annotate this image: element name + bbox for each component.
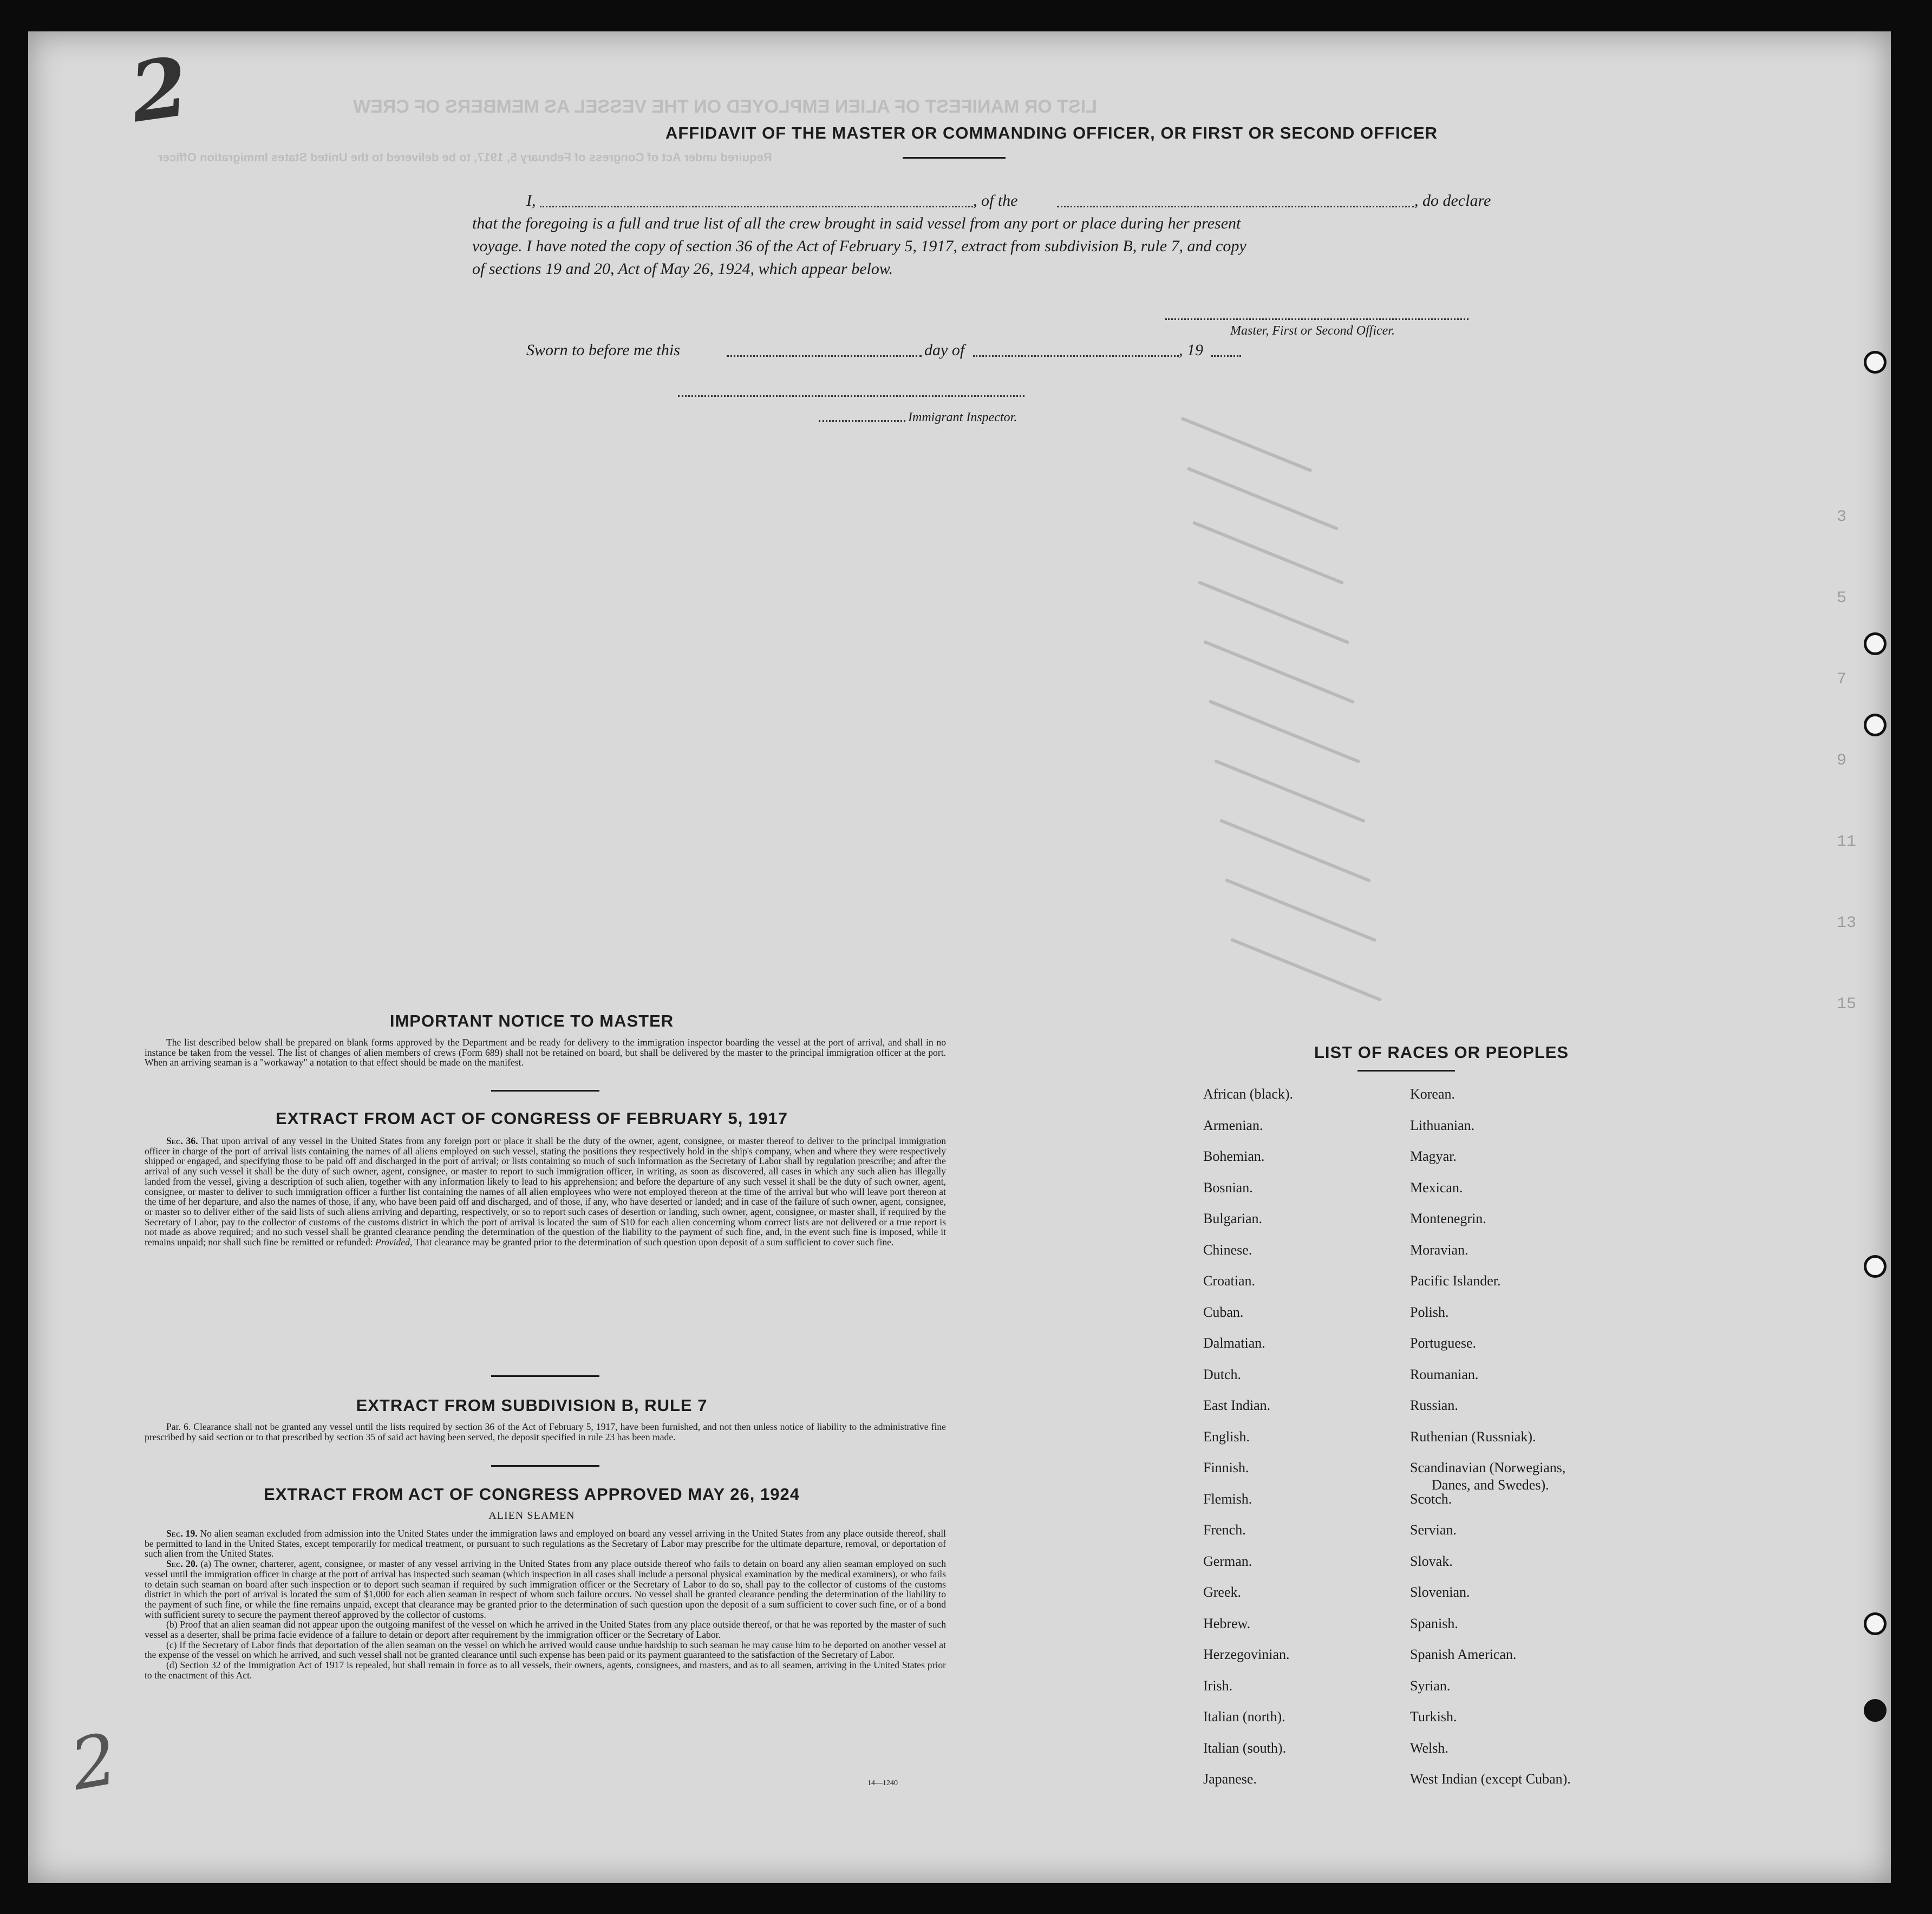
race-item: Magyar. — [1410, 1148, 1457, 1164]
race-item: Danes, and Swedes). — [1432, 1477, 1549, 1493]
sworn-text: Sworn to before me this — [526, 341, 680, 359]
race-item: Dutch. — [1203, 1366, 1242, 1382]
race-item: Spanish. — [1410, 1615, 1458, 1631]
race-item: Pacific Islander. — [1410, 1273, 1501, 1289]
race-item: Bulgarian. — [1203, 1211, 1263, 1226]
race-item: Scotch. — [1410, 1491, 1452, 1507]
extract-1924-text — [145, 1528, 946, 1681]
race-item: Korean. — [1410, 1086, 1455, 1102]
section-text: (d) Section 32 of the Immigration Act of 1917 is repealed, but shall remain in force as to all vessels, their owners, agents, consignees, and masters, and as to all seamen, arriving in the United States prior to the enactment of this Act. — [145, 1660, 946, 1681]
affidavit-text: , of the — [973, 192, 1018, 210]
extract-1924-title: EXTRACT FROM ACT OF CONGRESS APPROVED MAY 26, 1924 — [264, 1485, 800, 1504]
race-item: Irish. — [1203, 1677, 1233, 1694]
section-text: That upon arrival of any vessel in the United States from any foreign port or place it shall be the duty of the owner, agent, consignee, or master thereof to deliver to the principal immigration officer in charge of the port of arrival lists containing the names of all aliens employed on such vessel, stating the positions they respectively hold in the ship's company, when and where they were respectively shipped or engaged, and specifying those to be paid off and discharged in the port of arrival; or lists containing so much of such information as the Secretary of Labor shall by regulation prescribe; and after the arrival of any such vessel it shall be the duty of such owner, agent, consignee, or master to report to such immigration officer, in writing, as soon as discovered, all cases in which any such alien has illegally landed from the vessel, giving a description of such alien, together with any information likely to lead to his apprehension; and before the departure of any such vessel it shall be the duty of such owner, agent, consignee, or master to deliver to such immigration officer a further list containing the names of all alien employees who were not employed thereon at the time of the arrival but who will leave port thereon at the time of her departure, and also the names of those, if any, who have been paid off and discharged, and of those, if any, who have deserted or landed; and in case of the failure of such owner, agent, consignee, or master so to deliver either of the said lists of such aliens arriving and departing, respectively, or so to report such cases of desertion or landing, such owner, agent, consignee, or master shall, if required by the Secretary of Labor, pay to the collector of customs of the customs district in which the port of arrival is located the sum of $10 for each alien concerning whom correct lists are not delivered or a true report is not made as above required; and no such vessel shall be granted clearance pending the determination of the question of the liability to the payment of such fine, and, in the event such fine is imposed, while it remains unpaid; nor shall such fine be remitted or refunded: — [145, 1135, 946, 1248]
section-text: (b) Proof that an alien seaman did not appear upon the outgoing manifest of the vessel on which he arrived in the United States from any place outside thereof, or that he was reported by the master of such vessel as a deserter, shall be prima facie evidence of a failure to detain or deport after requirement by the immigration officer or the Secretary of Labor. — [145, 1619, 946, 1641]
race-item: Japanese. — [1203, 1771, 1257, 1787]
race-item: Syrian. — [1410, 1677, 1451, 1694]
extract-1917-text — [145, 1136, 946, 1247]
race-item: Spanish American. — [1410, 1647, 1517, 1662]
affidavit-line-4: of sections 19 and 20, Act of May 26, 1924, which appear below. — [472, 260, 893, 278]
handwritten-page-number: 2 — [125, 38, 194, 141]
notice-paragraph: The list described below shall be prepared on blank forms approved by the Department and be ready for delivery to the immigration inspector boarding the vessel at the port of arrival, and shall in no instance be taken from the vessel. The list of changes of alien members of crews (Form 689) shall not be retained on board, but shall be delivered by the master to the principal immigration officer at the port. When an arriving seaman is a "workaway" a notation to that effect should be made on the manifest. — [145, 1037, 946, 1068]
rule7-text — [145, 1422, 946, 1442]
race-item: East Indian. — [1203, 1397, 1271, 1413]
section-text: (c) If the Secretary of Labor finds that deportation of the alien seaman on the vessel on which he arrived would cause undue hardship to such seaman he may cause him to be deported on another vessel at the expense of the vessel on which he arrived, and such vessel shall not be granted clearance until such expense has been paid or its payment guaranteed to the satisfaction of the Secretary of Labor. — [145, 1639, 946, 1661]
binder-hole — [1864, 1699, 1887, 1722]
form-number: 14—1240 — [867, 1779, 898, 1787]
handwritten-mark-bottom: 2 — [64, 1717, 123, 1807]
race-item: Montenegrin. — [1410, 1211, 1486, 1226]
section-text: No alien seaman excluded from admission into the United States under the immigration laws and employed on board any vessel arriving in the United States from any place outside thereof, shall be permitted to land in the United States, except temporarily for medical treatment, or pursuant to such regulations as the Secretary of Labor may prescribe for the ultimate departure, removal, or deportation of such alien from the United States. — [145, 1528, 946, 1559]
race-item: Italian (north). — [1203, 1709, 1285, 1724]
year-blank — [1211, 355, 1241, 357]
race-item: Lithuanian. — [1410, 1117, 1475, 1133]
sworn-year: , 19 — [1179, 341, 1203, 359]
section-label: Sec. 19. — [166, 1528, 198, 1539]
race-item: English. — [1203, 1428, 1250, 1445]
race-item: West Indian (except Cuban). — [1410, 1771, 1571, 1787]
affidavit-line-3: voyage. I have noted the copy of section 36 of the Act of February 5, 1917, extract from subdivision B, rule 7, and copy — [472, 237, 1246, 255]
race-item: German. — [1203, 1553, 1252, 1569]
rule7-paragraph: Par. 6. Clearance shall not be granted any vessel until the lists required by section 36 of the Act of February 5, 1917, have been furnished, and not then unless notice of liability to the administrative fine prescribed by said section or to that prescribed by section 35 of said act having been served, the deposit specified in rule 23 has been made. — [145, 1421, 946, 1442]
provided-text: Provided, — [375, 1237, 413, 1248]
section-label: Sec. 36. — [166, 1135, 198, 1146]
race-item: Croatian. — [1203, 1273, 1256, 1289]
inspector-label: Immigrant Inspector. — [908, 410, 1017, 424]
race-item: Portuguese. — [1410, 1335, 1477, 1351]
race-item: Scandinavian (Norwegians, — [1410, 1460, 1566, 1475]
signature-blank — [1165, 318, 1468, 320]
divider — [491, 1090, 599, 1092]
race-item: Turkish. — [1410, 1709, 1457, 1724]
race-item: French. — [1203, 1522, 1246, 1538]
race-item: Slovak. — [1410, 1553, 1453, 1569]
alien-seamen-subtitle: ALIEN SEAMEN — [488, 1510, 575, 1521]
divider — [491, 1375, 599, 1377]
binder-hole — [1864, 1612, 1887, 1635]
notice-text — [145, 1037, 946, 1068]
binder-hole — [1864, 714, 1887, 736]
race-item: Greek. — [1203, 1584, 1242, 1600]
vessel-blank — [1057, 206, 1414, 207]
race-item: Cuban. — [1203, 1304, 1244, 1320]
binder-hole — [1864, 351, 1887, 374]
rule7-title: EXTRACT FROM SUBDIVISION B, RULE 7 — [356, 1396, 708, 1415]
inspector-signature-blank — [678, 395, 1024, 397]
affidavit-text: , do declare — [1414, 192, 1491, 210]
binder-hole — [1864, 632, 1887, 655]
race-item: Welsh. — [1410, 1740, 1448, 1756]
race-item: Dalmatian. — [1203, 1335, 1265, 1351]
race-item: Hebrew. — [1203, 1615, 1251, 1631]
race-item: Polish. — [1410, 1304, 1449, 1320]
sworn-day-of: day of — [924, 341, 965, 359]
race-item: Roumanian. — [1410, 1366, 1479, 1382]
race-item: Chinese. — [1203, 1242, 1252, 1258]
affidavit-title: AFFIDAVIT OF THE MASTER OR COMMANDING OFFICER, OR FIRST OR SECOND OFFICER — [665, 123, 1438, 142]
race-item: Ruthenian (Russniak). — [1410, 1428, 1536, 1445]
affidavit-text: I, — [526, 192, 536, 210]
race-item: Herzegovinian. — [1203, 1647, 1290, 1662]
extract-1917-title: EXTRACT FROM ACT OF CONGRESS OF FEBRUARY 5, 1917 — [276, 1109, 788, 1128]
notice-title: IMPORTANT NOTICE TO MASTER — [389, 1011, 674, 1030]
inspector-prefix-blank — [819, 420, 905, 422]
race-item: Bosnian. — [1203, 1179, 1253, 1196]
race-item: Mexican. — [1410, 1179, 1463, 1196]
section-label: Sec. 20. — [166, 1558, 198, 1570]
document-page: LIST OR MANIFEST OF ALIEN EMPLOYED ON THE VESSEL AS MEMBERS OF CREW Required under Act of Congress of February 5, 1917, to be delivered to the United States Immigration Officer 3 5 7 9 11 13 15 2 2 AFFIDAVIT OF THE MASTER OR COMMANDING OFFICER, OR FIRST OR SECOND OFFICER I, , of the , do declare that the foregoing is a full and true list of all the crew brought in said vessel from any port or place during her present voyage. I have noted the copy of section 36 of the Act of February 5, 1917, extract from subdivision B, rule 7, and copy of sections 19 and 20, Act of May 26, 1924, which appear below. Master, First or Second Officer. Sworn to before me this day of , 19 Immigrant Inspector. IMPORTANT NOTICE TO MASTER The list described below shall be prepared on blank forms approved by the Department and be ready for delivery to the immigration inspector boarding the vessel at the port of arrival, and shall in no instance be taken from the vessel. The list of changes of alien members of crews (Form 689) shall not be retained on board, but shall be delivered by the master to the principal immigration officer at the port. When an arriving seaman is a "workaway" a notation to that effect should be made on the manifest. EXTRACT FROM ACT OF CONGRESS OF FEBRUARY 5, 1917 Sec. 36. That upon arrival of any vessel in the United States from any foreign port or place it shall be the duty of the owner, agent, consignee, or master thereof to deliver to the principal immigration officer in charge of the port of arrival lists containing the names of all aliens employed on such vessel, stating the positions they respectively hold in the ship's company, when and where they were respectively shipped or engaged, and specifying those to be paid off and discharged in the port of arrival; or lists containing so much of such information as the Secretary of Labor shall by regulation prescribe; and after the arrival of any such vessel it shall be the duty of such owner, agent, consignee, or master to report to such immigration officer, in writing, as soon as discovered, all cases in which any such alien has illegally landed from the vessel, giving a description of such alien, together with any information likely to lead to his apprehension; and before the departure of any such vessel it shall be the duty of such owner, agent, consignee, or master to deliver to such immigration officer a further list containing the names of all alien employees who were not employed thereon at the time of the arrival but who will leave port thereon at the time of her departure, and also the names of those, if any, who have been paid off and discharged, and of those, if any, who have deserted or landed; and in case of the failure of such owner, agent, consignee, or master so to deliver either of the said lists of such aliens arriving and departing, respectively, or so to report such cases of desertion or landing, such owner, agent, consignee, or master shall, if required by the Secretary of Labor, pay to the collector of customs of the customs district in which the port of arrival is located the sum of $10 for each alien concerning whom correct lists are not delivered or a true report is not made as above required; and no such vessel shall be granted clearance pending the determination of the question of the liability to the payment of such fine, and, in the event such fine is imposed, while it remains unpaid; nor shall such fine be remitted or refunded: Provided, That clearance may be granted prior to the determination of such question upon deposit of a sum sufficient to cover such fine. EXTRACT FROM SUBDIVISION B, RULE 7 Par. 6. Clearance shall not be granted any vessel until the lists required by section 36 of the Act of February 5, 1917, have been furnished, and not then unless notice of liability to the administrative fine prescribed by said section or to that prescribed by section 35 of said act having been served, the deposit specified in rule 23 has been made. EXTRACT FROM ACT OF CONGRESS APPROVED MAY 26, 1924 ALIEN SEAMEN Sec. 19. No alien seaman excluded from admission into the United States under the immigration laws and employed on board any vessel arriving in the United States from any place outside thereof, shall be permitted to land in the United States, except temporarily for medical treatment, or pursuant to such regulations as the Secretary of Labor may prescribe for the ultimate departure, removal, or deportation of such alien from the United States. Sec. 20. (a) The owner, charterer, agent, consignee, or master of any vessel arriving in the United States from any place outside thereof who fails to detain on board any alien seaman employed on such vessel until the immigration officer in charge at the port of arrival has inspected such seaman (which inspection in all cases shall include a personal physical examination by the medical examiners), or who fails to detain such seaman on board after such inspection or to deport such seaman if required by such immigration officer or the Secretary of Labor to do so, shall pay to the collector of customs of the customs district in which the port of arrival is located the sum of $1,000 for each alien seaman in respect of whom such failure occurs. No vessel shall be granted clearance pending the determination of the liability to the payment of such fine, or while the fine remains unpaid, except that clearance may be granted prior to the determination of such question upon the deposit of a sum sufficient to cover such fine, or of a bond with sufficient surety to secure the payment thereof approved by the collector of customs. (b) Proof that an alien seaman did not appear upon the outgoing manifest of the vessel on which he arrived in the United States from any place outside thereof, or that he was reported by the master of such vessel as a deserter, shall be prima facie evidence of a failure to detain or deport after requirement by the immigration officer or the Secretary of Labor. (c) If the Secretary of Labor finds that deportation of the alien seaman on the vessel on which he arrived would cause undue hardship to such seaman he may cause him to be deported on another vessel at the expense of the vessel on which he arrived, and such vessel shall not be granted clearance until such expense has been paid or its payment guaranteed to the satisfaction of the Secretary of Labor. (d) Section 32 of the Immigration Act of 1917 is repealed, but shall remain in force as to all vessels, their owners, agents, consignees, and masters, and as to all seamen, arriving in the United States prior to the enactment of this Act. 14—1240 LIST OF RACES OR PEOPLES African (black). Armenian. Bohemian. Bosnian. Bulgarian. Chinese. Croatian. Cuban. Dalmatian. Dutch. East Indian. English. Finnish. Flemish. French. German. Greek. Hebrew. Herzegovinian. Irish. Italian (north). Italian (south). Japanese. Korean. Lithuanian. Magyar. Mexican. Montenegrin. Moravian. Pacific Islander. Polish. Portuguese. Roumanian. Russian. Ruthenian (Russniak). Scandinavian (Norwegians, Danes, and Swedes). Scotch. Servian. Slovak. Slovenian. Spanish. Spanish American. Syrian. Turkish. Welsh. West Indian (except Cuban). — [28, 31, 1891, 1883]
race-item: Moravian. — [1410, 1242, 1468, 1258]
race-item: Bohemian. — [1203, 1148, 1265, 1164]
month-blank — [973, 355, 1179, 357]
race-item: Armenian. — [1203, 1117, 1263, 1133]
affidavit-line-2: that the foregoing is a full and true list of all the crew brought in said vessel from any port or place during her present — [472, 214, 1241, 232]
binder-hole — [1864, 1255, 1887, 1278]
race-item: Russian. — [1410, 1397, 1458, 1413]
section-text: That clearance may be granted prior to the determination of such question upon deposit of a sum sufficient to cover such fine. — [414, 1237, 894, 1248]
divider — [491, 1465, 599, 1467]
race-item: African (black). — [1203, 1086, 1294, 1102]
day-blank — [727, 355, 922, 357]
race-item: Finnish. — [1203, 1460, 1249, 1475]
name-blank — [540, 206, 973, 207]
race-item: Italian (south). — [1203, 1740, 1287, 1756]
races-title: LIST OF RACES OR PEOPLES — [1314, 1043, 1569, 1062]
section-text: (a) The owner, charterer, agent, consignee, or master of any vessel arriving in the United States from any place outside thereof who fails to detain on board any alien seaman employed on such vessel until the immigration officer in charge at the port of arrival has inspected such seaman (which inspection in all cases shall include a personal physical examination by the medical examiners), or who fails to detain such seaman on board after such inspection or to deport such seaman if required by such immigration officer or the Secretary of Labor to do so, shall pay to the collector of customs of the customs district in which the port of arrival is located the sum of $1,000 for each alien seaman in respect of whom such failure occurs. No vessel shall be granted clearance pending the determination of the liability to the payment of such fine, or while the fine remains unpaid, except that clearance may be granted prior to the determination of such question upon the deposit of a sum sufficient to cover such fine, or of a bond with sufficient surety to secure the payment thereof approved by the collector of customs. — [145, 1558, 947, 1620]
signature-label: Master, First or Second Officer. — [1230, 324, 1395, 338]
divider — [1357, 1070, 1455, 1072]
race-item: Flemish. — [1203, 1491, 1252, 1507]
race-item: Slovenian. — [1410, 1584, 1470, 1600]
race-item: Servian. — [1410, 1522, 1457, 1538]
title-underline — [903, 157, 1006, 159]
